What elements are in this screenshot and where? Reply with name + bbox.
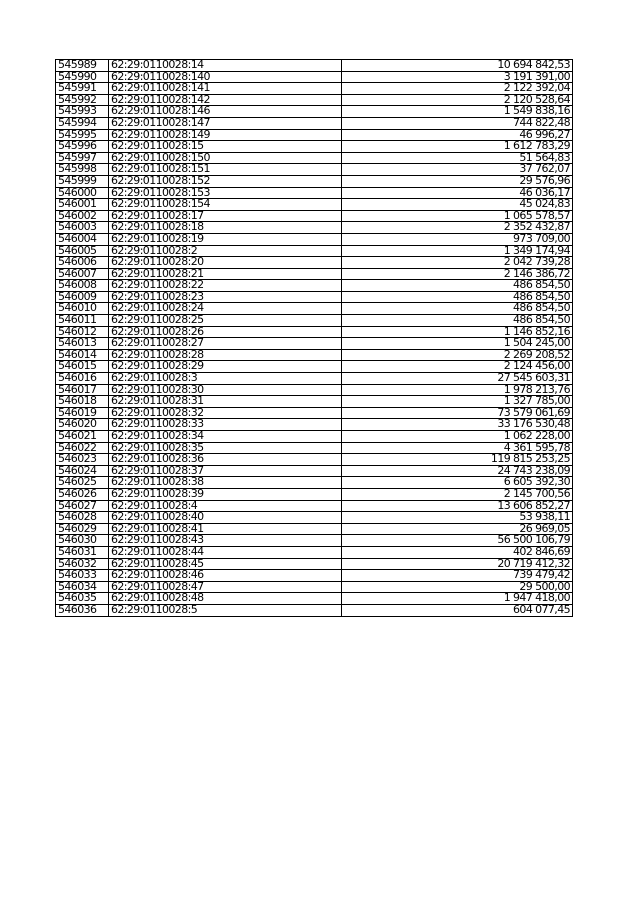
cadastral-value-cell: 3 191 391,00 [342,71,573,83]
cadastral-number-cell: 62:29:0110028:149 [109,129,342,141]
table-row [56,152,573,164]
row-id-cell: 546005 [56,245,109,257]
cadastral-number-cell: 62:29:0110028:36 [109,454,342,466]
row-id-cell: 545990 [56,71,109,83]
cadastral-number-cell: 62:29:0110028:22 [109,280,342,292]
cadastral-value-cell: 4 361 595,78 [342,442,573,454]
table-row [56,291,573,303]
cadastral-number-cell: 62:29:0110028:33 [109,419,342,431]
table-row [56,71,573,83]
cadastral-value-cell: 26 969,05 [342,523,573,535]
row-id-cell: 546008 [56,280,109,292]
table-row [56,129,573,141]
cadastral-value-cell: 10 694 842,53 [342,60,573,72]
table-row [56,454,573,466]
row-id-cell: 546013 [56,338,109,350]
row-id-cell: 545994 [56,117,109,129]
table-row [56,245,573,257]
cadastral-value-cell: 1 504 245,00 [342,338,573,350]
row-id-cell: 546025 [56,477,109,489]
cadastral-value-cell: 46 036,17 [342,187,573,199]
cadastral-number-cell: 62:29:0110028:150 [109,152,342,164]
row-id-cell: 546023 [56,454,109,466]
cadastral-number-cell: 62:29:0110028:45 [109,558,342,570]
table-row [56,593,573,605]
cadastral-value-cell: 2 269 208,52 [342,349,573,361]
cadastral-number-cell: 62:29:0110028:48 [109,593,342,605]
table-row [56,535,573,547]
cadastral-value-cell: 973 709,00 [342,233,573,245]
cadastral-number-cell: 62:29:0110028:140 [109,71,342,83]
cadastral-number-cell: 62:29:0110028:39 [109,488,342,500]
table-row [56,384,573,396]
row-id-cell: 546014 [56,349,109,361]
cadastral-value-cell: 1 327 785,00 [342,396,573,408]
cadastral-value-cell: 1 146 852,16 [342,326,573,338]
row-id-cell: 546032 [56,558,109,570]
cadastral-number-cell: 62:29:0110028:23 [109,291,342,303]
cadastral-number-cell: 62:29:0110028:147 [109,117,342,129]
cadastral-number-cell: 62:29:0110028:20 [109,257,342,269]
cadastral-value-cell: 1 349 174,94 [342,245,573,257]
cadastral-value-cell: 29 500,00 [342,581,573,593]
row-id-cell: 546019 [56,407,109,419]
cadastral-number-cell: 62:29:0110028:142 [109,94,342,106]
cadastral-value-cell: 45 024,83 [342,199,573,211]
cadastral-value-cell: 486 854,50 [342,291,573,303]
table-row [56,361,573,373]
table-row [56,210,573,222]
cadastral-value-cell: 2 145 700,56 [342,488,573,500]
cadastral-number-cell: 62:29:0110028:40 [109,512,342,524]
table-row [56,141,573,153]
cadastral-value-cell: 6 605 392,30 [342,477,573,489]
cadastral-number-cell: 62:29:0110028:41 [109,523,342,535]
cadastral-number-cell: 62:29:0110028:146 [109,106,342,118]
row-id-cell: 545992 [56,94,109,106]
cadastral-value-cell: 1 612 783,29 [342,141,573,153]
table-row [56,280,573,292]
cadastral-number-cell: 62:29:0110028:29 [109,361,342,373]
table-row [56,523,573,535]
cadastral-number-cell: 62:29:0110028:141 [109,83,342,95]
row-id-cell: 546035 [56,593,109,605]
cadastral-number-cell: 62:29:0110028:24 [109,303,342,315]
row-id-cell: 546002 [56,210,109,222]
row-id-cell: 546030 [56,535,109,547]
row-id-cell: 545995 [56,129,109,141]
table-row [56,338,573,350]
cadastral-value-cell: 486 854,50 [342,303,573,315]
row-id-cell: 545989 [56,60,109,72]
table-body [56,60,573,617]
cadastral-value-cell: 27 545 603,31 [342,373,573,385]
table-row [56,558,573,570]
cadastral-value-cell: 119 815 253,25 [342,454,573,466]
table-row [56,419,573,431]
cadastral-value-cell: 29 576,96 [342,175,573,187]
row-id-cell: 546018 [56,396,109,408]
table-row [56,407,573,419]
table-row [56,326,573,338]
row-id-cell: 546028 [56,512,109,524]
cadastral-number-cell: 62:29:0110028:30 [109,384,342,396]
row-id-cell: 545999 [56,175,109,187]
cadastral-number-cell: 62:29:0110028:43 [109,535,342,547]
cadastral-number-cell: 62:29:0110028:5 [109,604,342,616]
cadastral-value-cell: 33 176 530,48 [342,419,573,431]
row-id-cell: 546009 [56,291,109,303]
row-id-cell: 546006 [56,257,109,269]
row-id-cell: 546004 [56,233,109,245]
cadastral-value-cell: 739 479,42 [342,570,573,582]
table-row [56,604,573,616]
table-row [56,570,573,582]
cadastral-value-cell: 486 854,50 [342,280,573,292]
cadastral-value-cell: 2 146 386,72 [342,268,573,280]
cadastral-value-cell: 73 579 061,69 [342,407,573,419]
cadastral-value-cell: 24 743 238,09 [342,465,573,477]
table-row [56,488,573,500]
cadastral-value-cell: 1 978 213,76 [342,384,573,396]
row-id-cell: 546012 [56,326,109,338]
row-id-cell: 546017 [56,384,109,396]
cadastral-value-cell: 486 854,50 [342,315,573,327]
table-row [56,500,573,512]
row-id-cell: 546020 [56,419,109,431]
table-row [56,303,573,315]
row-id-cell: 546010 [56,303,109,315]
table-row [56,431,573,443]
table-row [56,94,573,106]
cadastral-value-cell: 402 846,69 [342,546,573,558]
table-row [56,581,573,593]
row-id-cell: 546029 [56,523,109,535]
table-row [56,349,573,361]
row-id-cell: 546003 [56,222,109,234]
cadastral-number-cell: 62:29:0110028:18 [109,222,342,234]
cadastral-value-cell: 1 947 418,00 [342,593,573,605]
cadastral-value-cell: 37 762,07 [342,164,573,176]
cadastral-number-cell: 62:29:0110028:15 [109,141,342,153]
cadastral-number-cell: 62:29:0110028:14 [109,60,342,72]
cadastral-value-cell: 2 124 456,00 [342,361,573,373]
cadastral-value-cell: 56 500 106,79 [342,535,573,547]
row-id-cell: 546015 [56,361,109,373]
row-id-cell: 546031 [56,546,109,558]
table-row [56,396,573,408]
table-row [56,373,573,385]
table-row [56,546,573,558]
cadastral-number-cell: 62:29:0110028:35 [109,442,342,454]
row-id-cell: 546026 [56,488,109,500]
table-row [56,315,573,327]
cadastral-value-cell: 51 564,83 [342,152,573,164]
row-id-cell: 546033 [56,570,109,582]
table-row [56,106,573,118]
cadastral-number-cell: 62:29:0110028:28 [109,349,342,361]
table-row [56,512,573,524]
cadastral-value-table [55,59,573,617]
table-row [56,199,573,211]
row-id-cell: 545991 [56,83,109,95]
row-id-cell: 546027 [56,500,109,512]
cadastral-value-cell: 744 822,48 [342,117,573,129]
row-id-cell: 546036 [56,604,109,616]
cadastral-value-cell: 1 549 838,16 [342,106,573,118]
cadastral-number-cell: 62:29:0110028:3 [109,373,342,385]
cadastral-number-cell: 62:29:0110028:25 [109,315,342,327]
cadastral-number-cell: 62:29:0110028:34 [109,431,342,443]
table-row [56,83,573,95]
cadastral-value-cell: 2 042 739,28 [342,257,573,269]
cadastral-value-cell: 53 938,11 [342,512,573,524]
row-id-cell: 546007 [56,268,109,280]
row-id-cell: 546024 [56,465,109,477]
table-row [56,233,573,245]
row-id-cell: 546034 [56,581,109,593]
row-id-cell: 546000 [56,187,109,199]
cadastral-number-cell: 62:29:0110028:27 [109,338,342,350]
row-id-cell: 545997 [56,152,109,164]
row-id-cell: 545996 [56,141,109,153]
table-row [56,257,573,269]
row-id-cell: 546022 [56,442,109,454]
table-row [56,465,573,477]
row-id-cell: 545993 [56,106,109,118]
cadastral-number-cell: 62:29:0110028:21 [109,268,342,280]
cadastral-number-cell: 62:29:0110028:47 [109,581,342,593]
cadastral-number-cell: 62:29:0110028:153 [109,187,342,199]
table-row [56,442,573,454]
cadastral-number-cell: 62:29:0110028:26 [109,326,342,338]
cadastral-value-cell: 13 606 852,27 [342,500,573,512]
row-id-cell: 546011 [56,315,109,327]
cadastral-value-cell: 46 996,27 [342,129,573,141]
cadastral-value-cell: 2 122 392,04 [342,83,573,95]
row-id-cell: 545998 [56,164,109,176]
cadastral-number-cell: 62:29:0110028:4 [109,500,342,512]
cadastral-number-cell: 62:29:0110028:46 [109,570,342,582]
table-row [56,187,573,199]
cadastral-number-cell: 62:29:0110028:17 [109,210,342,222]
cadastral-number-cell: 62:29:0110028:151 [109,164,342,176]
table-row [56,477,573,489]
cadastral-number-cell: 62:29:0110028:38 [109,477,342,489]
cadastral-value-cell: 2 352 432,87 [342,222,573,234]
cadastral-value-cell: 1 062 228,00 [342,431,573,443]
cadastral-number-cell: 62:29:0110028:31 [109,396,342,408]
cadastral-number-cell: 62:29:0110028:32 [109,407,342,419]
cadastral-value-cell: 1 065 578,57 [342,210,573,222]
cadastral-number-cell: 62:29:0110028:154 [109,199,342,211]
cadastral-number-cell: 62:29:0110028:152 [109,175,342,187]
table-row [56,117,573,129]
cadastral-value-cell: 2 120 528,64 [342,94,573,106]
cadastral-value-cell: 604 077,45 [342,604,573,616]
row-id-cell: 546021 [56,431,109,443]
cadastral-number-cell: 62:29:0110028:19 [109,233,342,245]
row-id-cell: 546016 [56,373,109,385]
table-row [56,175,573,187]
cadastral-value-cell: 20 719 412,32 [342,558,573,570]
table-row [56,268,573,280]
row-id-cell: 546001 [56,199,109,211]
table-row [56,222,573,234]
table-row [56,164,573,176]
cadastral-number-cell: 62:29:0110028:2 [109,245,342,257]
table-row [56,60,573,72]
cadastral-number-cell: 62:29:0110028:37 [109,465,342,477]
cadastral-number-cell: 62:29:0110028:44 [109,546,342,558]
